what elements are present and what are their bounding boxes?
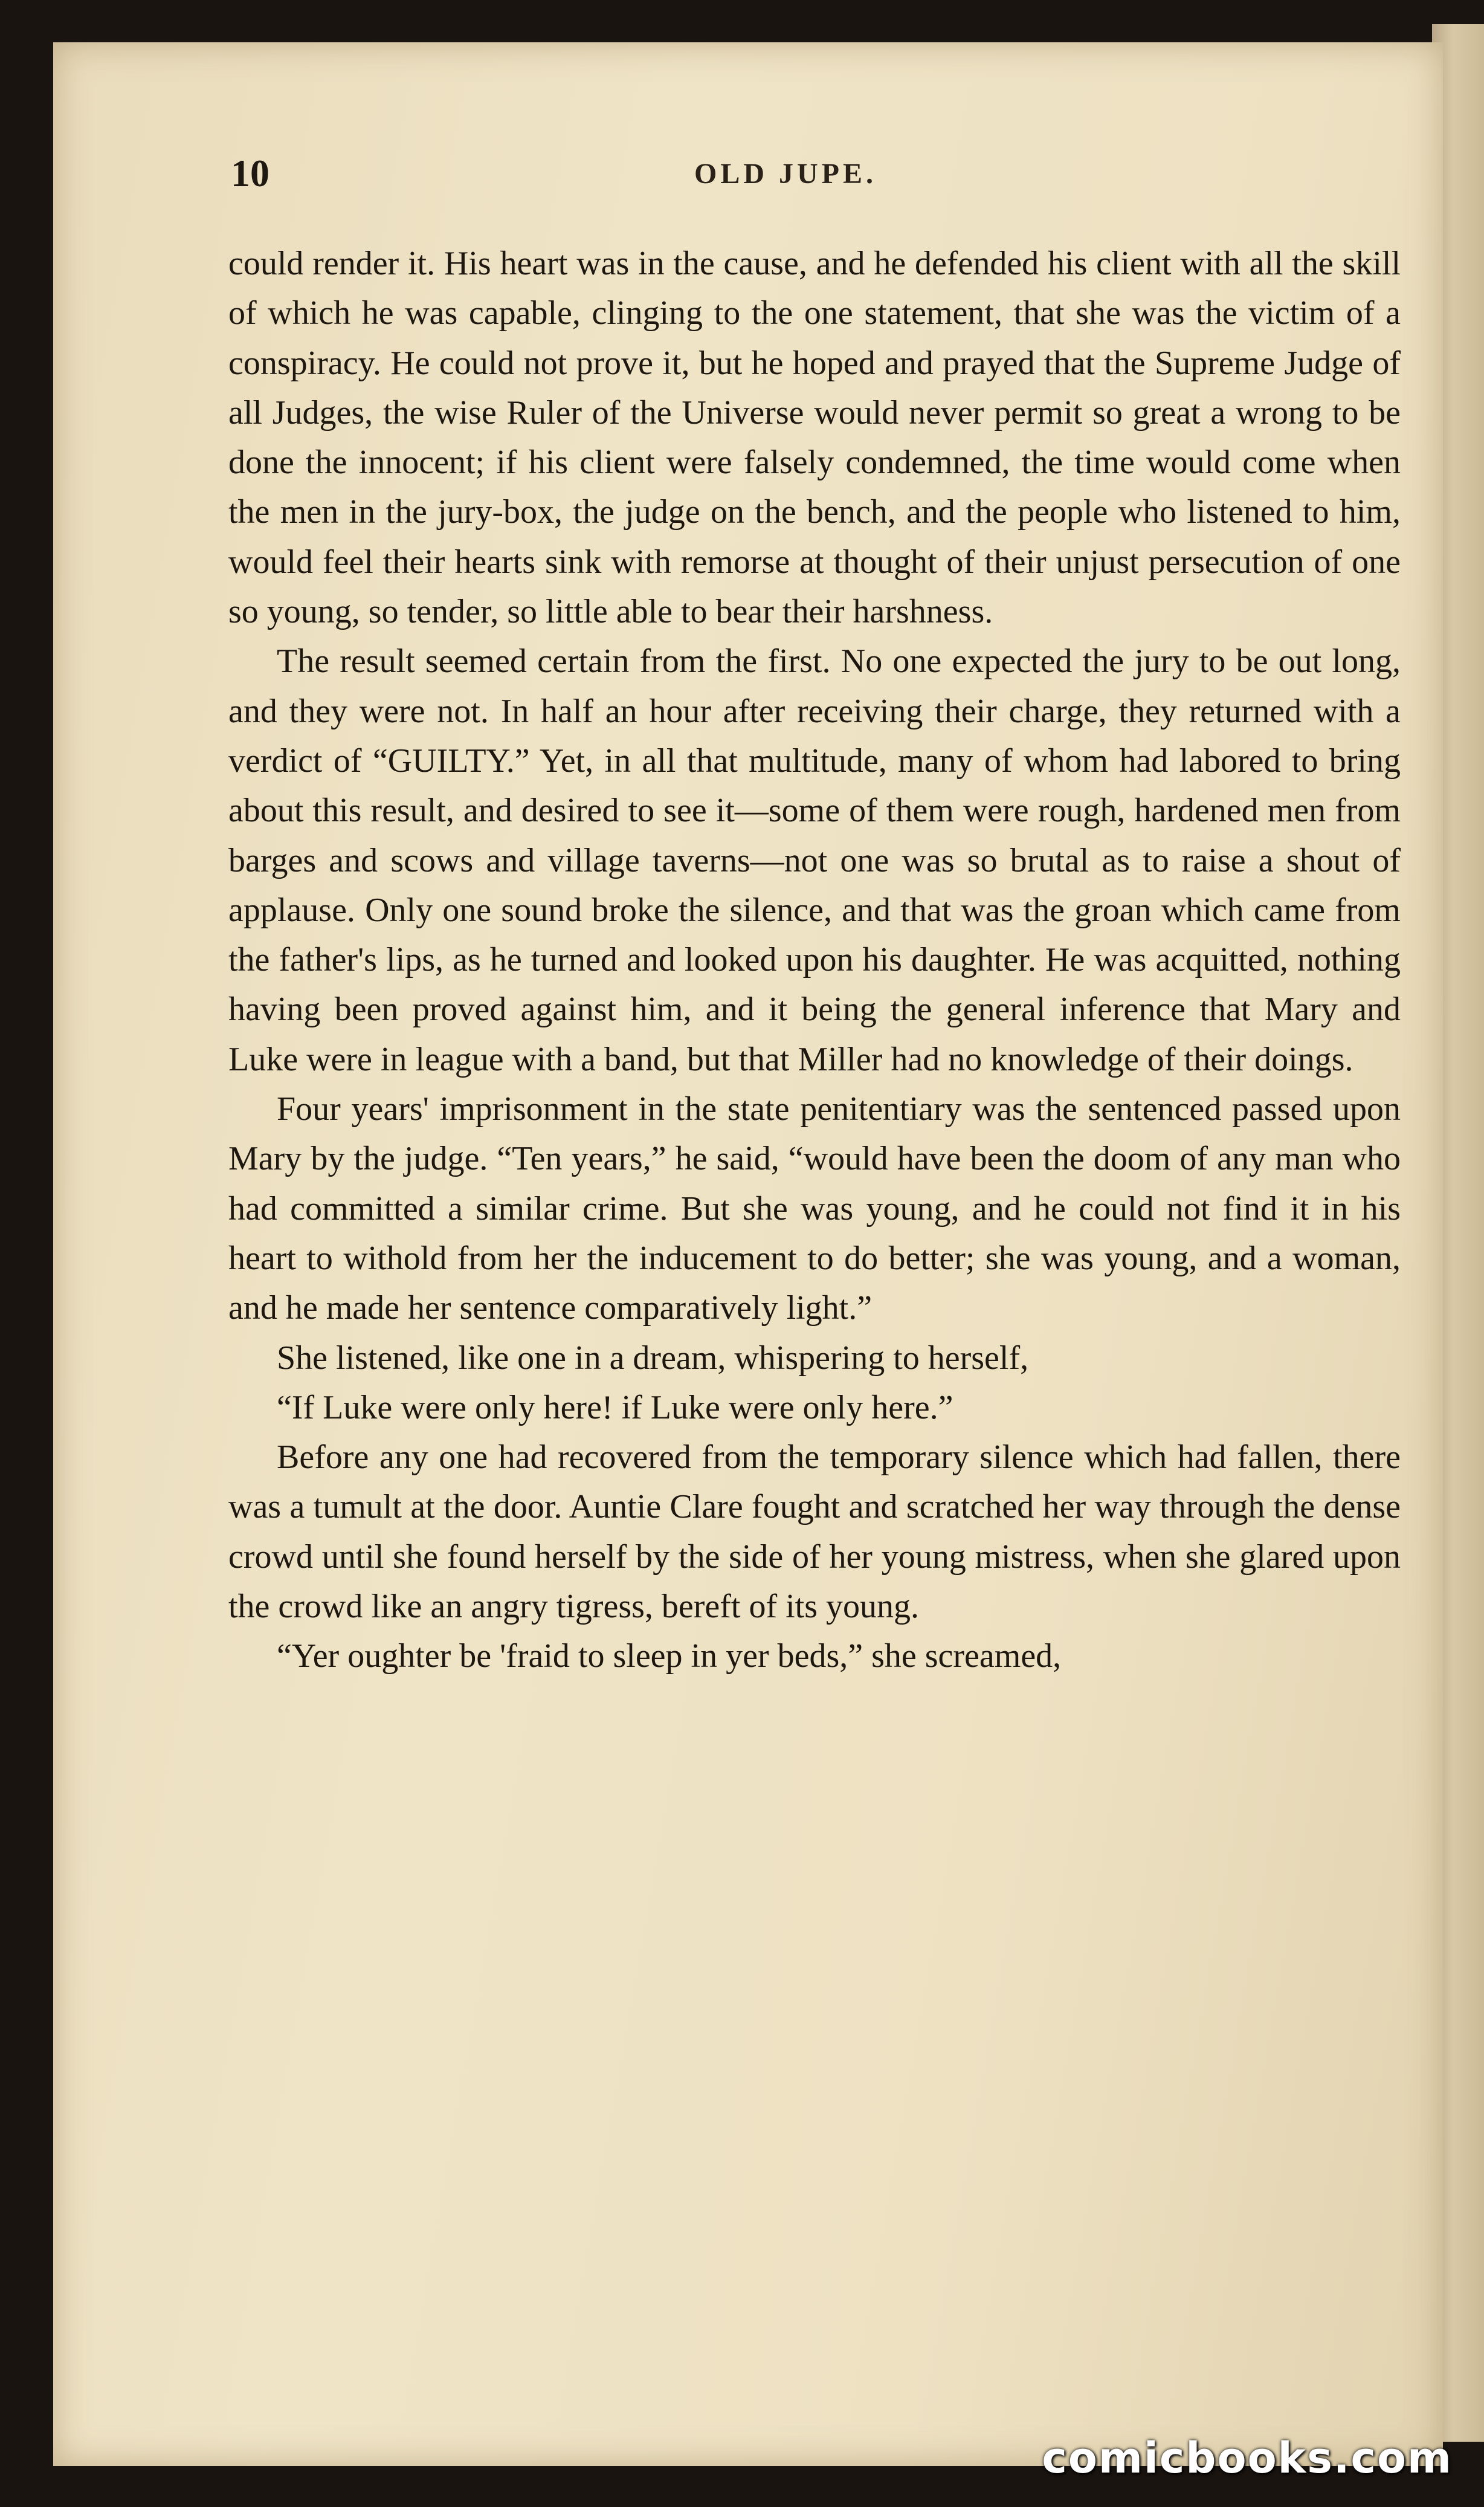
- paragraph-2: The result seemed certain from the first. No one expected the jury to be out long, and they were not. In half an hour after receiving their charge, they returned with a verdict of “GUILTY.” Yet, in all that multitude, many of whom had labored to bring about this result, and desired to see it—some of them were rough, hardened men from barges and scows and village taverns—not one was so brutal as to raise a shout of applause. Only one sound broke the silence, and that was the groan which came from the father's lips, as he turned and looked upon his daughter. He was acquitted, nothing having been proved against him, and it being the general inference that Mary and Luke were in league with a band, but that Miller had no knowledge of their doings.: [228, 642, 1401, 1078]
- watermark: comicbooks.com: [1042, 2433, 1453, 2483]
- paragraph-1: could render it. His heart was in the cause, and he defended his client with all the skill of which he was capable, clinging to the one statement, that she was the victim of a conspiracy. He could not prove it, but he hoped and prayed that the Supreme Judge of all Judges, the wise Ruler of the Universe would never permit so great a wrong to be done the innocent; if his client were falsely condemned, the time would come when the men in the jury-box, the judge on the bench, and the people who listened to him, would feel their hearts sink with remorse at thought of their unjust persecution of one so young, so tender, so little able to bear their harshness.: [228, 245, 1401, 631]
- paragraph-7: “Yer oughter be 'fraid to sleep in yer beds,” she screamed,: [277, 1637, 1062, 1675]
- body-text: [228, 239, 1401, 1681]
- paragraph-5: “If Luke were only here! if Luke were only here.”: [277, 1388, 953, 1426]
- paragraph-6: Before any one had recovered from the temporary silence which had fallen, there was a tumult at the door. Auntie Clare fought and scratched her way through the dense crowd until she found herself by the side of her young mistress, when she glared upon the crowd like an angry tigress, bereft of its young.: [228, 1438, 1401, 1626]
- paragraph-3: Four years' imprisonment in the state penitentiary was the sentenced passed upon Mary by the judge. “Ten years,” he said, “would have been the doom of any man who had committed a similar crime. But she was young, and he could not find it in his heart to withold from her the inducement to do better; she was young, and a woman, and he made her sentence comparatively light.”: [228, 1090, 1401, 1327]
- page-header: [181, 151, 1390, 199]
- paragraph-4: She listened, like one in a dream, whispering to herself,: [277, 1339, 1029, 1377]
- page-number: 10: [231, 152, 269, 195]
- running-title: OLD JUPE.: [694, 158, 877, 190]
